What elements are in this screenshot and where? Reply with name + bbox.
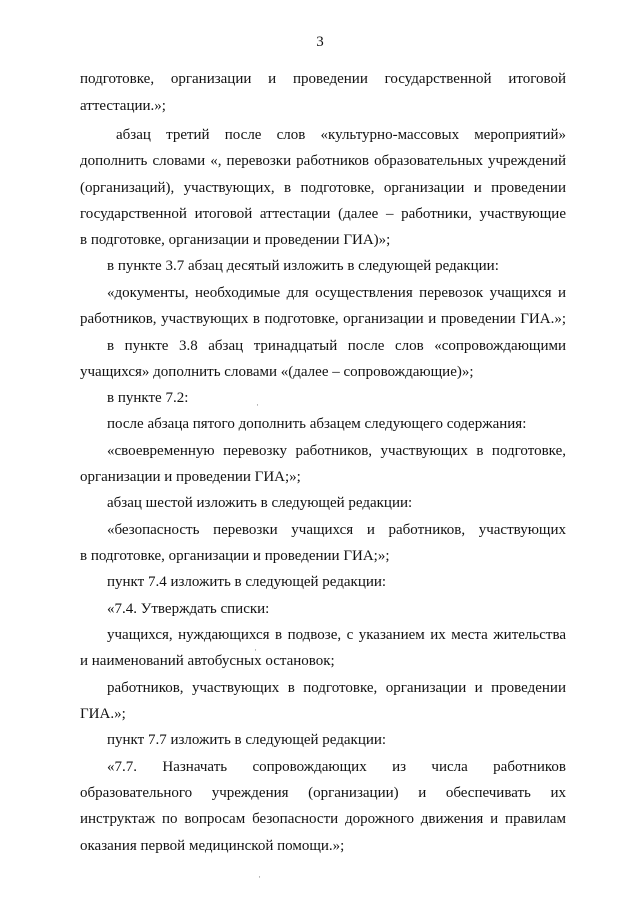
scan-speck: ·: [258, 872, 261, 882]
text-line: дополнить словами «, перевозки работников образовательных учреждений: [80, 153, 566, 169]
text-line: в пункте 3.7 абзац десятый изложить в следующей редакции:: [107, 258, 499, 274]
text-line: работников, участвующих в подготовке, организации и проведении: [107, 680, 566, 696]
text-line: образовательного учреждения (организации) и обеспечивать их: [80, 785, 566, 801]
text-line: оказания первой медицинской помощи.»;: [80, 838, 345, 854]
text-line: государственной итоговой аттестации (далее – работники, участвующие: [80, 206, 566, 222]
text-line: «7.4. Утверждать списки:: [107, 601, 270, 617]
text-line: абзац шестой изложить в следующей редакции:: [107, 495, 413, 511]
text-line: «7.7. Назначать сопровождающих из числа работников: [107, 759, 566, 775]
scan-speck: ·: [254, 645, 257, 655]
text-line: инструктаж по вопросам безопасности дорожного движения и правилам: [80, 811, 566, 827]
text-line: (организаций), участвующих, в подготовке, организации и проведении: [80, 180, 566, 196]
text-line: после абзаца пятого дополнить абзацем следующего содержания:: [107, 416, 527, 432]
text-line: организации и проведении ГИА;»;: [80, 469, 301, 485]
page-number: 3: [316, 34, 324, 50]
scan-speck: ·: [256, 400, 259, 410]
text-line: и наименований автобусных остановок;: [80, 653, 335, 669]
text-line: учащихся» дополнить словами «(далее – сопровождающие)»;: [80, 364, 474, 380]
text-line: в пункте 7.2:: [107, 390, 189, 406]
text-line: «безопасность перевозки учащихся и работников, участвующих: [107, 522, 566, 538]
text-line: пункт 7.4 изложить в следующей редакции:: [107, 574, 387, 590]
text-line: в подготовке, организации и проведении ГИА;»;: [80, 548, 390, 564]
text-line: ГИА.»;: [80, 706, 126, 722]
text-line: работников, участвующих в подготовке, организации и проведении ГИА.»;: [80, 311, 566, 327]
text-line: в подготовке, организации и проведении ГИА)»;: [80, 232, 391, 248]
text-line: аттестации.»;: [80, 98, 166, 114]
text-line: подготовке, организации и проведении государственной итоговой: [80, 71, 566, 87]
text-line: учащихся, нуждающихся в подвозе, с указанием их места жительства: [107, 627, 566, 643]
text-line: «своевременную перевозку работников, участвующих в подготовке,: [107, 443, 566, 459]
text-line: в пункте 3.8 абзац тринадцатый после слов «сопровождающими: [107, 338, 566, 354]
text-line: абзац третий после слов «культурно-массовых мероприятий»: [116, 127, 566, 143]
text-line: «документы, необходимые для осуществления перевозок учащихся и: [107, 285, 566, 301]
text-line: пункт 7.7 изложить в следующей редакции:: [107, 732, 387, 748]
